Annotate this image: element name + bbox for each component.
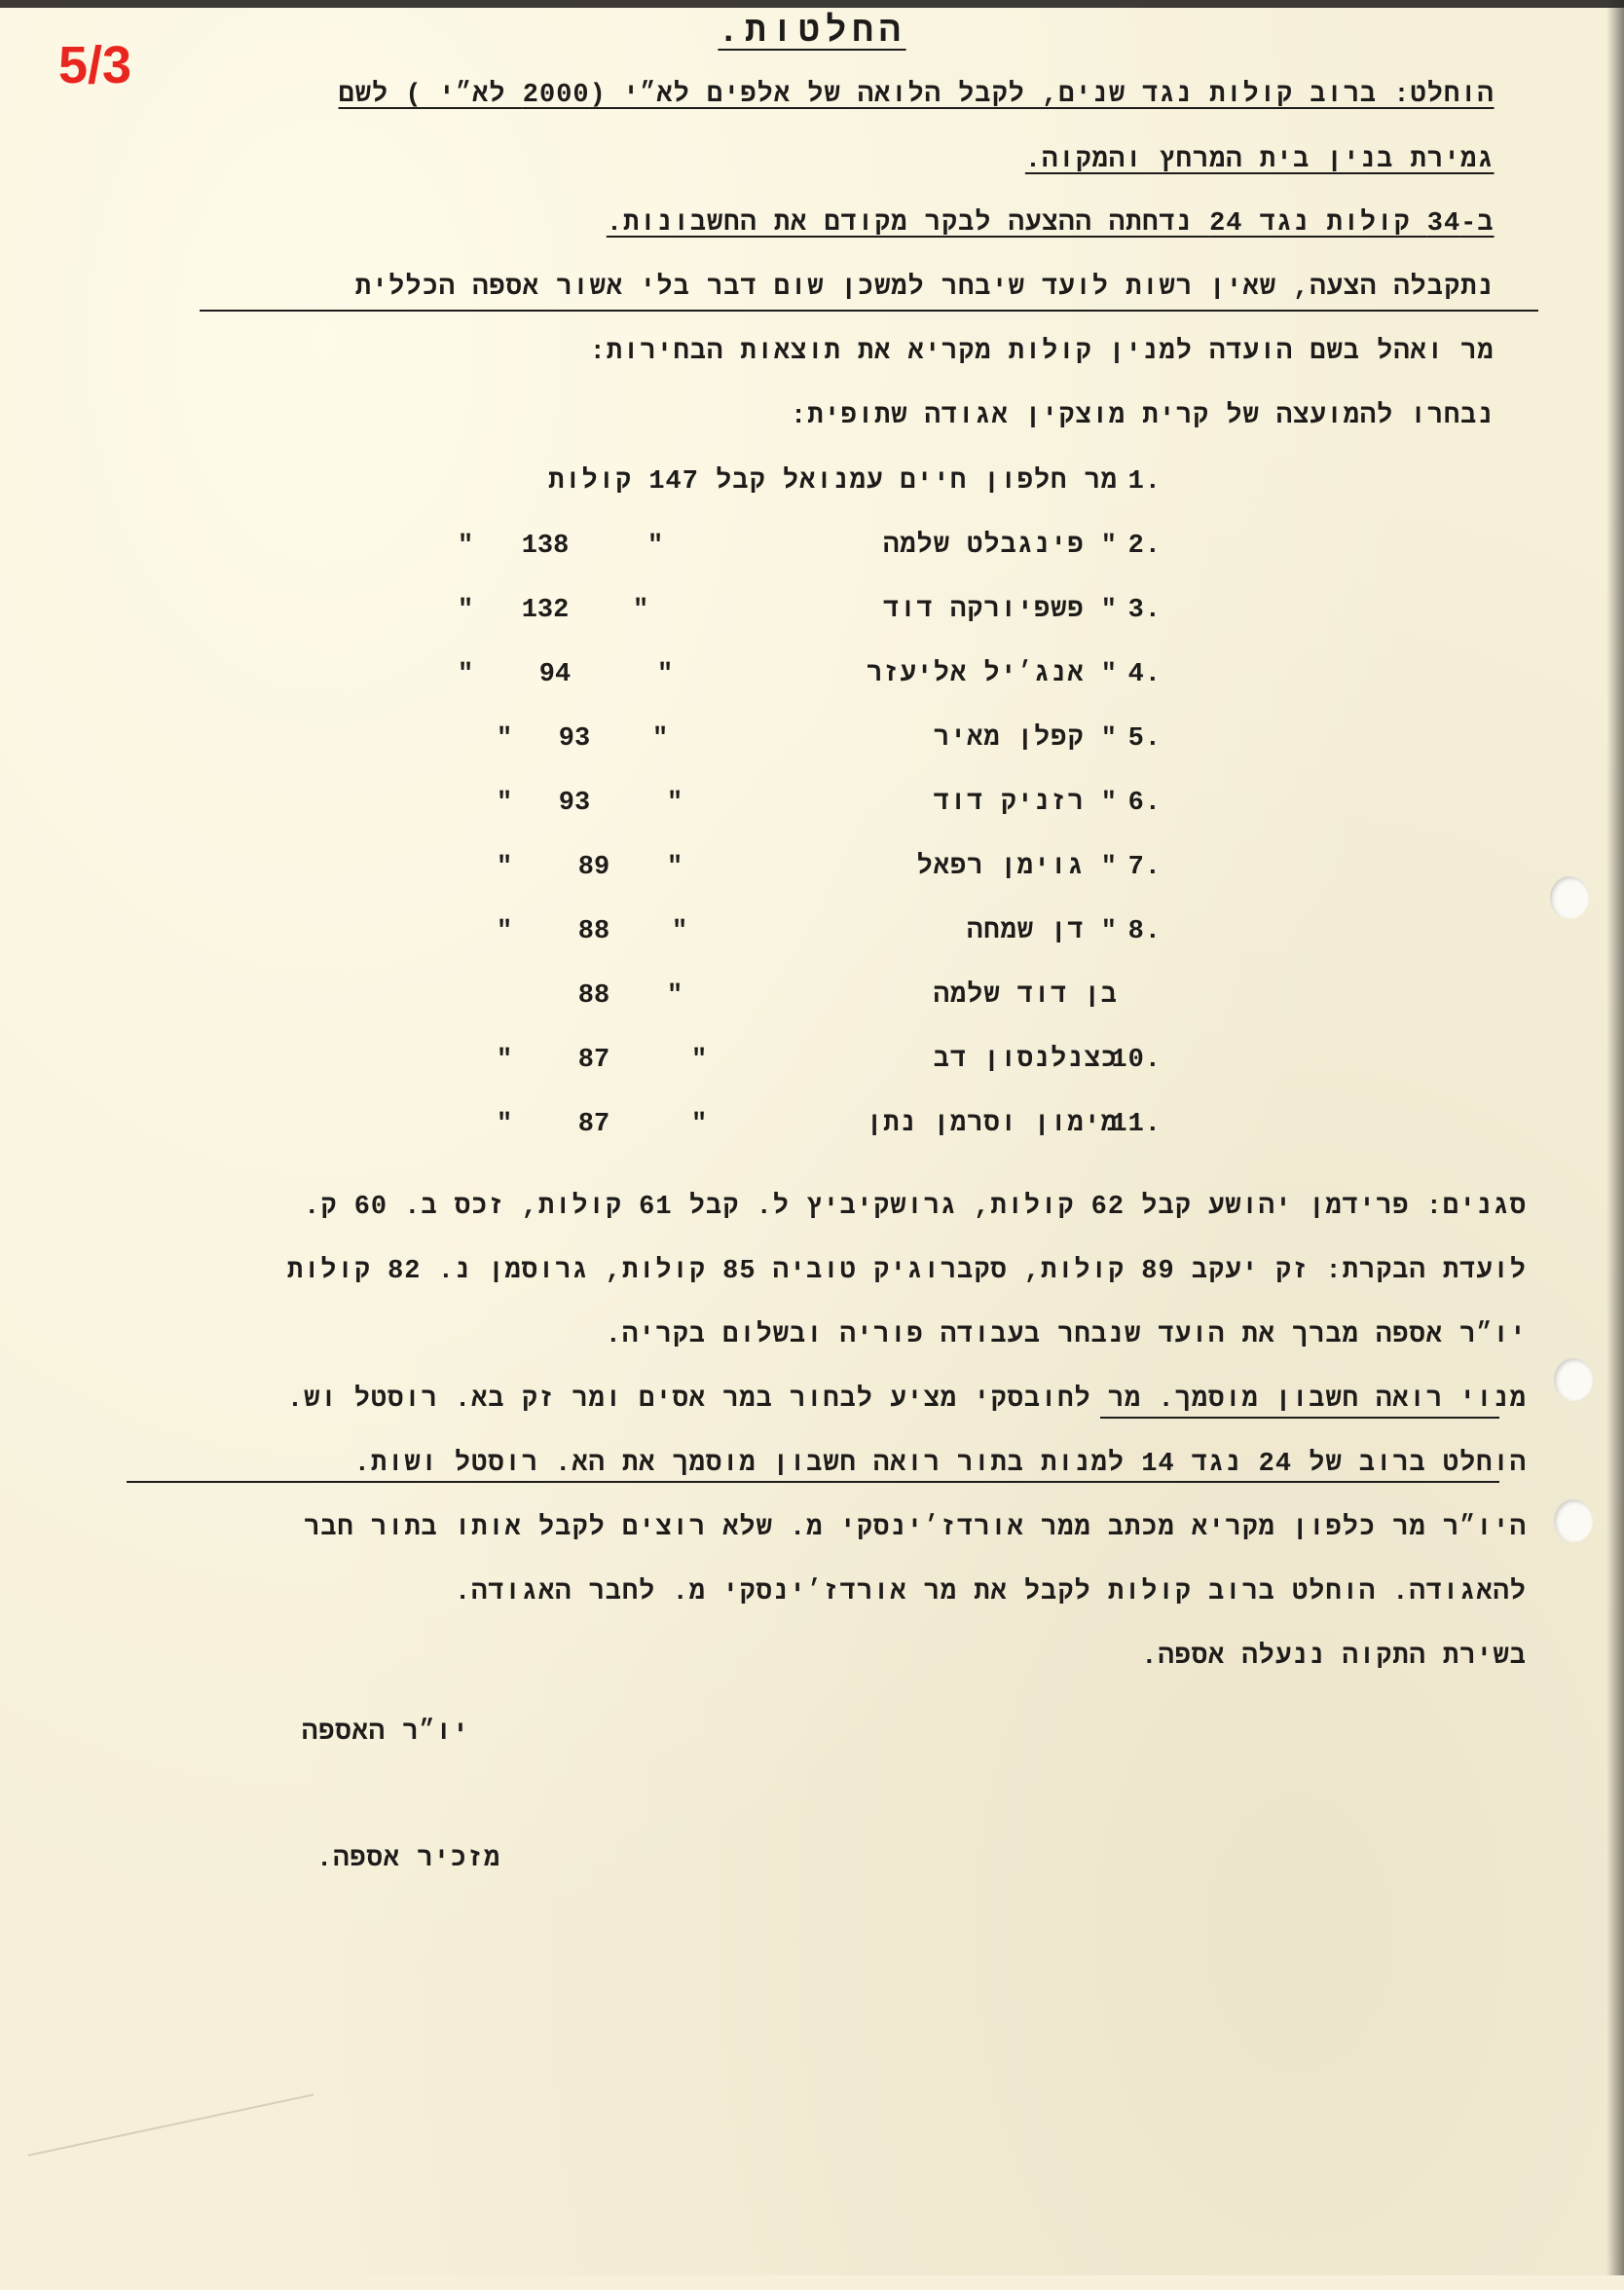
underline-rule [1100, 1417, 1499, 1419]
ditto-mark: " [497, 724, 513, 754]
candidate-votes: 87 [577, 1046, 610, 1075]
candidate-votes: 93 [558, 724, 591, 754]
candidate-name: בן דוד שלמה [933, 981, 1118, 1011]
letter-line: היו״ר מר כלפון מקריא מכתב ממר אורדז׳ינסקי מ. שלא רוצים לקבל אותו בתור חבר [304, 1514, 1527, 1543]
resolution-line-4: נתקבלה הצעה, שאין רשות לועד שיבחר למשכן שום דבר בלי אשור אספה הכללית [354, 274, 1495, 303]
ditto-mark: " [667, 981, 683, 1011]
ditto-mark: " [672, 917, 688, 946]
ditto-mark: " [497, 789, 513, 818]
chair-blessing-line: יו״ר אספה מברך את הועד שנבחר בעבודה פוריה ובשלום בקריה. [605, 1321, 1527, 1350]
ditto-mark: " [458, 660, 474, 689]
membership-line: להאגודה. הוחלט ברוב קולות לקבל את מר אורדז׳ינסקי מ. לחבר האגודה. [454, 1578, 1527, 1607]
ditto-mark: " [497, 853, 513, 882]
candidate-name: מימון וסרמן נתן [866, 1110, 1118, 1139]
ditto-mark: " [497, 917, 513, 946]
chair-signature: יו״ר האספה [302, 1718, 470, 1748]
candidate-votes: 87 [577, 1110, 610, 1139]
candidate-name: " דן שמחה [967, 917, 1118, 946]
candidate-number: .1 [1127, 467, 1162, 497]
candidate-votes: 93 [558, 789, 591, 818]
candidate-name: " קפלן מאיר [933, 724, 1118, 754]
candidate-row [0, 724, 1624, 763]
underline-rule [127, 1481, 1499, 1483]
candidate-number: .4 [1127, 660, 1162, 689]
candidate-row [0, 660, 1624, 699]
ditto-mark: " [458, 532, 474, 561]
paper-fold-mark [28, 2093, 343, 2289]
resolution-line-3: ב-34 קולות נגד 24 נדחתה ההצעה לבקר מקודם את החשבונות. [606, 209, 1495, 239]
candidate-row [0, 1046, 1624, 1085]
ditto-mark: " [667, 789, 683, 818]
underline-rule [200, 310, 1538, 312]
ditto-mark: " [497, 1046, 513, 1075]
candidate-row [0, 532, 1624, 571]
candidate-name: מר חלפון חיים עמנואל קבל 147 קולות [548, 467, 1118, 497]
scan-top-edge [0, 0, 1624, 8]
punch-hole [1554, 1358, 1593, 1401]
candidate-name: " גוימן רפאל [916, 853, 1118, 882]
closing-line: בשירת התקוה ננעלה אספה. [1141, 1643, 1527, 1672]
candidate-number: .5 [1127, 724, 1162, 754]
candidate-votes: 138 [521, 532, 570, 561]
candidate-number: .10 [1111, 1046, 1162, 1075]
candidate-row [0, 917, 1624, 956]
candidate-votes: 89 [577, 853, 610, 882]
auditor-resolution-line: הוחלט ברוב של 24 נגד 14 למנות בתור רואה חשבון מוסמך את הא. רוסטל ושות. [353, 1450, 1527, 1479]
ditto-mark: " [497, 1110, 513, 1139]
ditto-mark: " [458, 596, 474, 625]
candidate-name: " פשפיורקה דוד [883, 596, 1118, 625]
ditto-mark: " [647, 532, 664, 561]
deputies-line: סגנים: פרידמן יהושע קבל 62 קולות, גרושקיביץ ל. קבל 61 קולות, זכס ב. 60 ק. [304, 1193, 1527, 1222]
punch-hole [1554, 1499, 1593, 1542]
candidate-number: .6 [1127, 789, 1162, 818]
resolution-line-1: הוחלט: ברוב קולות נגד שנים, לקבל הלואה של אלפים לא״י (2000 לא״י ) לשם [338, 81, 1495, 110]
candidate-votes: 88 [577, 981, 610, 1011]
audit-committee-line: לועדת הבקרת: זק יעקב 89 קולות, סקברוגיק טוביה 85 קולות, גרוסמן נ. 82 קולות [286, 1257, 1527, 1286]
ditto-mark: " [691, 1046, 708, 1075]
ditto-mark: " [657, 660, 674, 689]
candidate-name: " פינגבלט שלמה [883, 532, 1118, 561]
candidate-row [0, 981, 1624, 1020]
candidate-number: .2 [1127, 532, 1162, 561]
ditto-mark: " [652, 724, 669, 754]
candidate-votes: 132 [521, 596, 570, 625]
candidate-number: .8 [1127, 917, 1162, 946]
secretary-signature: מזכיר אספה. [316, 1845, 501, 1874]
resolution-line-5: מר ואהל בשם הועדה למנין קולות מקריא את תוצאות הבחירות: [589, 338, 1495, 367]
candidate-votes: 88 [577, 917, 610, 946]
candidate-row [0, 853, 1624, 892]
candidate-name: " רזניק דוד [933, 789, 1118, 818]
candidate-row [0, 596, 1624, 635]
candidate-row [0, 789, 1624, 828]
candidate-name: " אנג׳יל אליעזר [866, 660, 1118, 689]
page-number-label: 5/3 [58, 36, 132, 94]
ditto-mark: " [667, 853, 683, 882]
resolution-line-6: נבחרו להמועצה של קרית מוצקין אגודה שתופית: [791, 402, 1495, 431]
ditto-mark: " [691, 1110, 708, 1139]
candidate-row [0, 467, 1624, 506]
candidate-row [0, 1110, 1624, 1149]
candidate-number: .11 [1111, 1110, 1162, 1139]
page-title: החלטות. [718, 12, 906, 52]
auditor-appointment-line: מנוי רואה חשבון מוסמך. מר לחובסקי מציע לבחור במר אסים ומר זק בא. רוסטל וש. [286, 1385, 1527, 1415]
candidate-name: כצנלנסון דב [933, 1046, 1118, 1075]
candidate-number: .3 [1127, 596, 1162, 625]
resolution-line-2: גמירת בנין בית המרחץ והמקוה. [1024, 146, 1495, 175]
ditto-mark: " [633, 596, 649, 625]
candidate-number: .7 [1127, 853, 1162, 882]
candidate-votes: 94 [538, 660, 572, 689]
